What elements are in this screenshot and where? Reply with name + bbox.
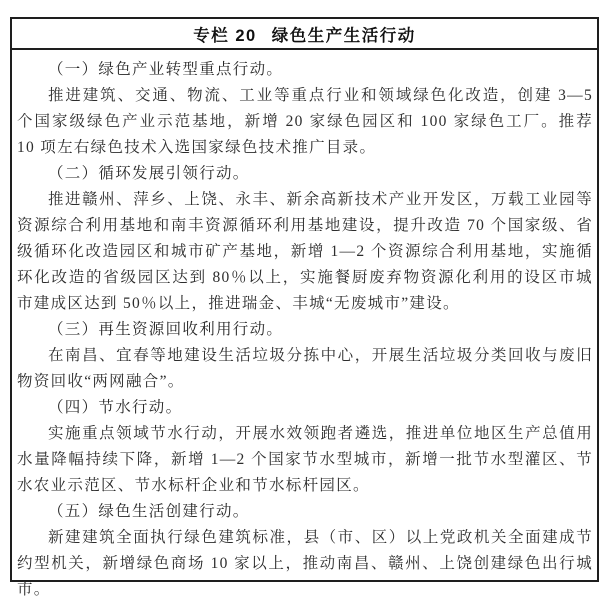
box-body xyxy=(12,50,597,600)
section-heading: （二）循环发展引领行动。 xyxy=(48,165,250,182)
section-heading: （一）绿色产业转型重点行动。 xyxy=(48,61,284,78)
section-paragraph: 推进赣州、萍乡、上饶、永丰、新余高新技术产业开发区，万载工业园等资源综合利用基地和南丰资源循环利用基地建设，提升改造 70 个国家级、省级循环化改造园区和城市矿产基地，新增 1—2 个资源综合利用基地，实施循环化改造的省级园区达到 80％以上，实施餐厨废弃物资源化利用的设区市城市建成区达到 50％以上，推进瑞金、丰城“无废城市”建设。 xyxy=(17,191,593,312)
section-heading: （三）再生资源回收利用行动。 xyxy=(48,321,284,338)
section-paragraph: 实施重点领域节水行动，开展水效领跑者遴选，推进单位地区生产总值用水量降幅持续下降，新增 1—2 个国家节水型城市，新增一批节水型灌区、节水农业示范区、节水标杆企业和节水标杆园区。 xyxy=(17,425,593,494)
section-heading: （五）绿色生活创建行动。 xyxy=(48,503,250,520)
section-circular-development xyxy=(17,161,593,317)
section-paragraph: 在南昌、宜春等地建设生活垃圾分拣中心，开展生活垃圾分类回收与废旧物资回收“两网融合”。 xyxy=(17,347,593,390)
section-recycling xyxy=(17,317,593,395)
section-green-industry-transition xyxy=(17,57,593,161)
box-title-bar xyxy=(12,19,597,50)
policy-column-box xyxy=(10,17,599,598)
column-title-text: 绿色生产生活行动 xyxy=(271,26,416,45)
section-heading: （四）节水行动。 xyxy=(48,399,183,416)
column-number-label: 专栏 20 xyxy=(193,26,257,45)
section-paragraph: 推进建筑、交通、物流、工业等重点行业和领域绿色化改造，创建 3—5 个国家级绿色产业示范基地，新增 20 家绿色园区和 100 家绿色工厂。推荐 10 项左右绿色技术入选国家绿色技术推广目录。 xyxy=(17,87,593,156)
section-water-saving xyxy=(17,395,593,499)
section-paragraph: 新建建筑全面执行绿色建筑标准，县（市、区）以上党政机关全面建成节约型机关，新增绿色商场 10 家以上，推动南昌、赣州、上饶创建绿色出行城市。 xyxy=(17,529,593,598)
section-green-living xyxy=(17,499,593,600)
